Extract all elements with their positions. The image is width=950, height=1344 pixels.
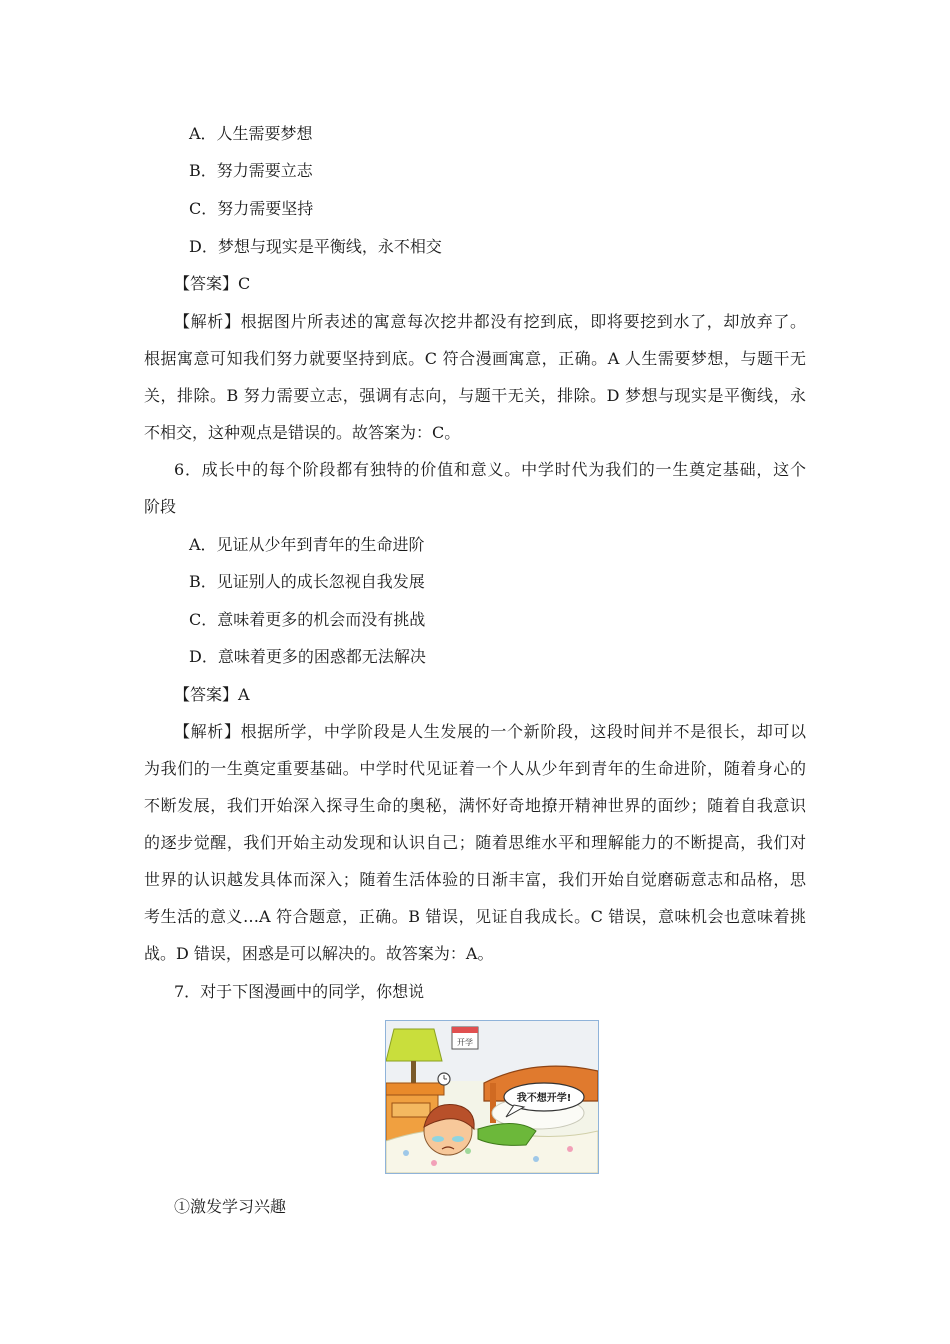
calendar-text: 开学 [457,1038,473,1047]
q5-analysis-line: 根据寓意可知我们努力就要坚持到底。C 符合漫画寓意，正确。A 人生需要梦想，与题干无 [144,349,806,368]
q6-option-d: D．意味着更多的困惑都无法解决 [189,647,426,666]
q5-analysis-line: 不相交，这种观点是错误的。故答案为：C。 [144,423,461,442]
q5-option-c: C．努力需要坚持 [189,199,314,218]
q6-option-a: A．见证从少年到青年的生命进阶 [189,535,425,554]
q6-analysis-line: 【解析】根据所学，中学阶段是人生发展的一个新阶段，这段时间并不是很长，却可以 [174,722,806,741]
q6-stem-line: 6．成长中的每个阶段都有独特的价值和意义。中学时代为我们的一生奠定基础，这个 [174,460,806,479]
q5-analysis-line: 关，排除。B 努力需要立志，强调有志向，与题干无关，排除。D 梦想与现实是平衡线，永 [144,386,806,405]
cartoon-image [385,1020,599,1174]
q7-option-1: ①激发学习兴趣 [174,1197,287,1216]
q5-option-b: B．努力需要立志 [189,161,313,180]
q6-analysis-line: 考生活的意义…A 符合题意，正确。B 错误，见证自我成长。C 错误，意味机会也意味着挑 [144,907,806,926]
q5-analysis-line: 【解析】根据图片所表述的寓意每次挖井都没有挖到底，即将要挖到水了，却放弃了。 [174,312,806,331]
q6-analysis-line: 战。D 错误，困惑是可以解决的。故答案为：A。 [144,944,494,963]
q7-stem: 7．对于下图漫画中的同学，你想说 [174,982,425,1001]
q6-analysis-line: 为我们的一生奠定重要基础。中学时代见证着一个人从少年到青年的生命进阶，随着身心的 [144,759,806,778]
q6-option-c: C．意味着更多的机会而没有挑战 [189,610,426,629]
cartoon-illustration [386,1021,598,1173]
calendar-icon [452,1027,478,1049]
q6-analysis-line: 世界的认识越发具体而深入；随着生活体验的日渐丰富，我们开始自觉磨砺意志和品格，思 [144,870,806,889]
alarm-clock-icon [438,1073,450,1085]
q6-answer: 【答案】A [174,685,250,704]
q6-analysis-line: 不断发展，我们开始深入探寻生命的奥秘，满怀好奇地撩开精神世界的面纱；随着自我意识 [144,796,806,815]
q6-stem-line: 阶段 [144,497,177,516]
q5-option-d: D．梦想与现实是平衡线，永不相交 [189,237,442,256]
q5-answer: 【答案】C [174,274,251,293]
q6-option-b: B．见证别人的成长忽视自我发展 [189,572,425,591]
q6-analysis-line: 的逐步觉醒，我们开始主动发现和认识自己；随着思维水平和理解能力的不断提高，我们对 [144,833,806,852]
q5-option-a: A．人生需要梦想 [189,124,313,143]
speech-text: 我不想开学! [516,1093,572,1104]
